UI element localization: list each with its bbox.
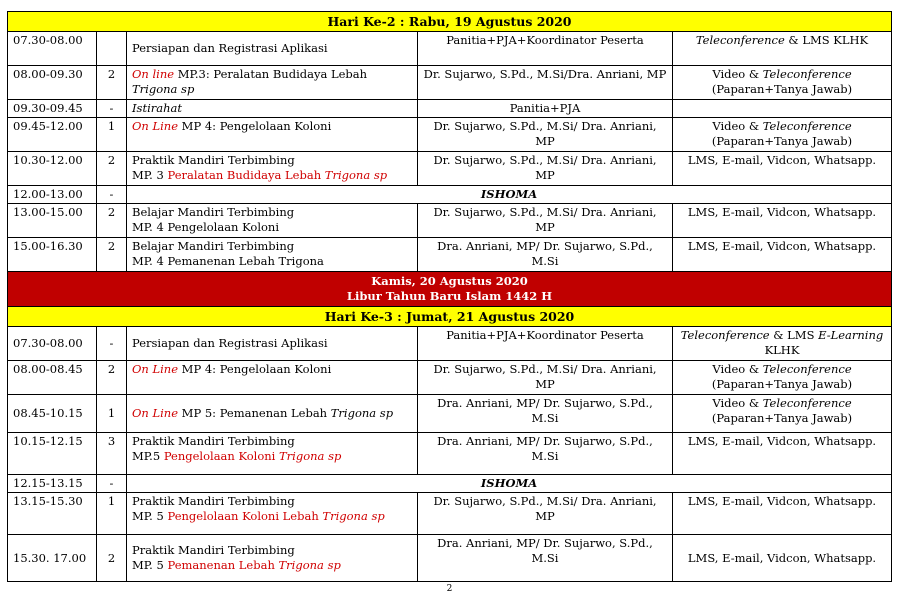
activity-cell: [127, 395, 418, 433]
number-cell: 2: [97, 238, 127, 272]
time-cell: 08.00-08.45: [8, 361, 97, 395]
time-cell: 13.00-15.00: [8, 204, 97, 238]
number-cell: 1: [97, 118, 127, 152]
facilitator-cell: Panitia+PJA+Koordinator Peserta: [418, 327, 673, 361]
activity-text: Belajar Mandiri Terbimbing: [132, 205, 295, 219]
time-cell: 09.45-12.00: [8, 118, 97, 152]
activity-text: Praktik Mandiri Terbimbing: [132, 434, 295, 448]
day-header: [8, 307, 892, 327]
method-text: (Paparan+Tanya Jawab): [711, 411, 853, 425]
activity-text: MP. 4 Pengelolaan Koloni: [132, 220, 280, 234]
number-cell: [97, 32, 127, 66]
table-row: [8, 32, 892, 66]
facilitator-cell: Dra. Anriani, MP/ Dr. Sujarwo, S.Pd., M.Si: [418, 238, 673, 272]
activity-cell: [127, 32, 418, 66]
method-text: E-Learning: [818, 328, 884, 342]
activity-text: Praktik Mandiri Terbimbing: [132, 543, 295, 557]
table-row: [8, 66, 892, 100]
holiday-banner: [8, 272, 892, 307]
activity-text: Praktik Mandiri Terbimbing: [132, 153, 295, 167]
holiday-date: Kamis, 20 Agustus 2020: [371, 274, 528, 288]
number-cell: 1: [97, 395, 127, 433]
online-label: On Line: [132, 119, 179, 133]
table-row: [8, 100, 892, 118]
facilitator-cell: Dr. Sujarwo, S.Pd., M.Si/ Dra. Anriani, MP: [418, 493, 673, 535]
table-row: [8, 493, 892, 535]
time-cell: 12.00-13.00: [8, 186, 97, 204]
online-label: On line: [132, 67, 175, 81]
number-cell: 2: [97, 361, 127, 395]
online-label: On Line: [132, 362, 179, 376]
table-row: [8, 118, 892, 152]
activity-text: MP 5: Pemanenan Lebah: [178, 406, 331, 420]
module-label: Trigona sp: [322, 509, 385, 523]
method-text: Teleconference: [762, 67, 852, 81]
method-text: Teleconference: [762, 396, 852, 410]
activity-text: MP. 4 Pemanenan Lebah Trigona: [132, 254, 324, 268]
time-cell: 15.30. 17.00: [8, 535, 97, 582]
activity-cell: [127, 535, 418, 582]
activity-cell: [127, 100, 418, 118]
table-row: [8, 204, 892, 238]
time-cell: 13.15-15.30: [8, 493, 97, 535]
method-text: Teleconference: [762, 362, 852, 376]
method-cell: [673, 395, 892, 433]
activity-text: MP 4: Pengelolaan Koloni: [178, 119, 332, 133]
time-cell: 08.00-09.30: [8, 66, 97, 100]
number-cell: 2: [97, 535, 127, 582]
ishoma-label: ISHOMA: [127, 475, 892, 493]
module-label: Pengelolaan Koloni Lebah: [167, 509, 323, 523]
activity-text: MP.5: [132, 449, 164, 463]
number-cell: 3: [97, 433, 127, 475]
method-cell: [673, 361, 892, 395]
number-cell: 2: [97, 152, 127, 186]
number-cell: 1: [97, 493, 127, 535]
module-label: Pemanenan Lebah: [167, 558, 279, 572]
activity-cell: [127, 118, 418, 152]
number-cell: -: [97, 327, 127, 361]
method-cell: LMS, E-mail, Vidcon, Whatsapp.: [673, 204, 892, 238]
method-text: Teleconference: [680, 328, 770, 342]
activity-text: Trigona sp: [330, 406, 394, 420]
method-text: & LMS: [769, 328, 819, 342]
schedule-table: [7, 11, 892, 582]
holiday-cell: [8, 272, 892, 307]
activity-text: MP 4: Pengelolaan Koloni: [178, 362, 332, 376]
method-cell: [673, 32, 892, 66]
method-cell: LMS, E-mail, Vidcon, Whatsapp.: [673, 433, 892, 475]
method-text: (Paparan+Tanya Jawab): [711, 377, 853, 391]
method-text: Teleconference: [695, 33, 785, 47]
facilitator-cell: Dr. Sujarwo, S.Pd., M.Si/ Dra. Anriani, MP: [418, 361, 673, 395]
facilitator-cell: Dr. Sujarwo, S.Pd., M.Si/ Dra. Anriani, MP: [418, 204, 673, 238]
module-label: Peralatan Budidaya Lebah: [167, 168, 325, 182]
method-text: Video &: [712, 362, 763, 376]
method-text: Video &: [712, 396, 763, 410]
activity-cell: [127, 66, 418, 100]
method-cell: [673, 100, 892, 118]
table-row: [8, 433, 892, 475]
method-text: Video &: [712, 67, 763, 81]
activity-cell: [127, 327, 418, 361]
time-cell: 07.30-08.00: [8, 32, 97, 66]
facilitator-cell: Dra. Anriani, MP/ Dr. Sujarwo, S.Pd., M.Si: [418, 395, 673, 433]
method-text: (Paparan+Tanya Jawab): [711, 82, 853, 96]
activity-text: Praktik Mandiri Terbimbing: [132, 494, 295, 508]
online-label: On Line: [132, 406, 179, 420]
time-cell: 07.30-08.00: [8, 327, 97, 361]
number-cell: 2: [97, 204, 127, 238]
table-row: [8, 327, 892, 361]
activity-cell: [127, 361, 418, 395]
activity-cell: [127, 238, 418, 272]
module-label: Trigona sp: [278, 558, 341, 572]
method-cell: LMS, E-mail, Vidcon, Whatsapp.: [673, 535, 892, 582]
activity-text: Persiapan dan Registrasi Aplikasi: [132, 336, 328, 350]
method-cell: LMS, E-mail, Vidcon, Whatsapp.: [673, 238, 892, 272]
activity-text: MP. 3: [132, 168, 168, 182]
day-header-title: Hari Ke-2 : Rabu, 19 Agustus 2020: [8, 12, 892, 32]
table-row: [8, 186, 892, 204]
method-text: (Paparan+Tanya Jawab): [711, 134, 853, 148]
number-cell: -: [97, 100, 127, 118]
day-header-title: Hari Ke-3 : Jumat, 21 Agustus 2020: [8, 307, 892, 327]
page-number: 2: [446, 584, 453, 594]
time-cell: 12.15-13.15: [8, 475, 97, 493]
method-text: KLHK: [764, 343, 800, 357]
activity-cell: [127, 152, 418, 186]
facilitator-cell: Panitia+PJA+Koordinator Peserta: [418, 32, 673, 66]
activity-text: Trigona sp: [132, 82, 195, 96]
time-cell: 10.15-12.15: [8, 433, 97, 475]
activity-text: MP. 5: [132, 509, 168, 523]
activity-text: Persiapan dan Registrasi Aplikasi: [132, 41, 328, 55]
ishoma-label: ISHOMA: [127, 186, 892, 204]
facilitator-cell: Panitia+PJA: [418, 100, 673, 118]
method-cell: LMS, E-mail, Vidcon, Whatsapp.: [673, 493, 892, 535]
time-cell: 15.00-16.30: [8, 238, 97, 272]
table-row: [8, 152, 892, 186]
facilitator-cell: Dr. Sujarwo, S.Pd., M.Si/ Dra. Anriani, MP: [418, 152, 673, 186]
activity-text: MP.3: Peralatan Budidaya Lebah: [174, 67, 368, 81]
module-label: Trigona sp: [324, 168, 388, 182]
table-row: [8, 361, 892, 395]
method-cell: [673, 66, 892, 100]
activity-cell: [127, 493, 418, 535]
module-label: Trigona sp: [279, 449, 342, 463]
holiday-name: Libur Tahun Baru Islam 1442 H: [346, 289, 553, 303]
method-cell: [673, 327, 892, 361]
time-cell: 10.30-12.00: [8, 152, 97, 186]
method-text: & LMS KLHK: [784, 33, 869, 47]
activity-cell: [127, 433, 418, 475]
table-row: [8, 475, 892, 493]
time-cell: 08.45-10.15: [8, 395, 97, 433]
day-header: [8, 12, 892, 32]
method-text: Teleconference: [762, 119, 852, 133]
number-cell: -: [97, 475, 127, 493]
number-cell: -: [97, 186, 127, 204]
activity-text: Istirahat: [132, 101, 182, 115]
table-row: [8, 535, 892, 582]
facilitator-cell: Dra. Anriani, MP/ Dr. Sujarwo, S.Pd., M.Si: [418, 535, 673, 582]
activity-cell: [127, 204, 418, 238]
method-text: Video &: [712, 119, 763, 133]
method-cell: [673, 118, 892, 152]
number-cell: 2: [97, 66, 127, 100]
activity-text: MP. 5: [132, 558, 168, 572]
table-row: [8, 238, 892, 272]
facilitator-cell: Dra. Anriani, MP/ Dr. Sujarwo, S.Pd., M.Si: [418, 433, 673, 475]
module-label: Pengelolaan Koloni: [163, 449, 280, 463]
facilitator-cell: Dr. Sujarwo, S.Pd., M.Si/ Dra. Anriani, MP: [418, 118, 673, 152]
time-cell: 09.30-09.45: [8, 100, 97, 118]
method-cell: LMS, E-mail, Vidcon, Whatsapp.: [673, 152, 892, 186]
facilitator-cell: Dr. Sujarwo, S.Pd., M.Si/Dra. Anriani, MP: [418, 66, 673, 100]
activity-text: Belajar Mandiri Terbimbing: [132, 239, 295, 253]
table-row: [8, 395, 892, 433]
